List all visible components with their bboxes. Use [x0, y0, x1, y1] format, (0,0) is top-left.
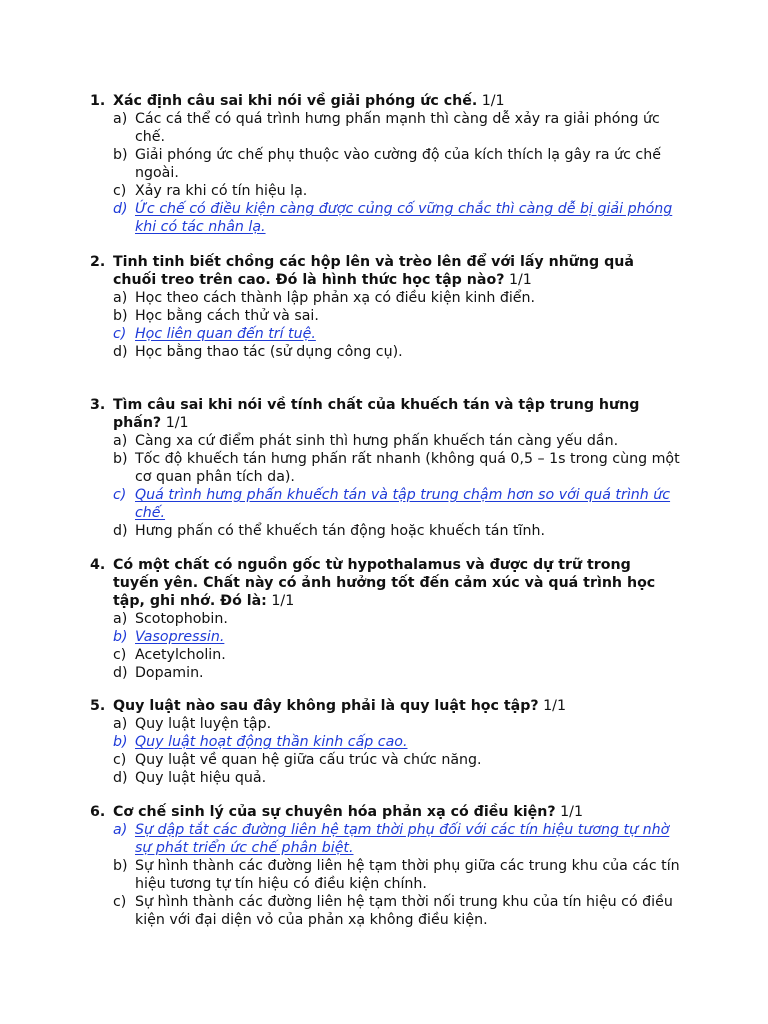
question-text: Quy luật nào sau đây không phải là quy luật học tập?: [113, 698, 539, 714]
question-5: [90, 697, 680, 787]
option-b: [90, 857, 680, 893]
question-score: 1/1: [271, 593, 295, 609]
option-text: Các cá thể có quá trình hưng phấn mạnh thì càng dễ xảy ra giải phóng ức chế.: [135, 111, 660, 145]
option-text: Càng xa cứ điểm phát sinh thì hưng phấn khuếch tán càng yếu dần.: [135, 433, 619, 449]
option-text: Quy luật luyện tập.: [135, 716, 272, 732]
option-b: [90, 307, 680, 325]
option-c-correct: [90, 486, 680, 522]
question-text: Có một chất có nguồn gốc từ hypothalamus và được dự trữ trong tuyến yên. Chất này có ảnh hưởng tốt đến cảm xúc và quá trình học tập, ghi nhớ. Đó là:: [113, 557, 656, 609]
option-b: [90, 146, 680, 182]
option-d: [90, 664, 680, 682]
option-b-correct: [90, 733, 680, 751]
option-text: Vasopressin.: [135, 629, 225, 645]
option-list: [90, 110, 680, 236]
option-d: [90, 343, 680, 361]
option-d: [90, 522, 680, 540]
question-number: 6.: [90, 804, 106, 820]
option-text: Quy luật hiệu quả.: [135, 770, 267, 786]
option-text: Sự hình thành các đường liên hệ tạm thời phụ giữa các trung khu của các tín hiệu tương tự tín hiệu có điều kiện chính.: [135, 858, 680, 892]
option-list: [90, 289, 680, 361]
option-text: Học bằng cách thử và sai.: [135, 308, 319, 324]
question-heading: [90, 253, 680, 289]
option-letter: d): [113, 344, 128, 360]
option-text: Học theo cách thành lập phản xạ có điều kiện kinh điển.: [135, 290, 536, 306]
option-text: Dopamin.: [135, 665, 204, 681]
question-heading: [90, 803, 680, 821]
question-heading: [90, 396, 680, 432]
question-number: 3.: [90, 397, 106, 413]
option-letter: a): [113, 822, 128, 838]
option-letter: d): [113, 201, 128, 217]
option-text: Quá trình hưng phấn khuếch tán và tập trung chậm hơn so với quá trình ức chế.: [135, 487, 671, 521]
question-number: 1.: [90, 93, 106, 109]
question-number: 4.: [90, 557, 106, 573]
option-text: Xảy ra khi có tín hiệu lạ.: [135, 183, 308, 199]
question-6: [90, 803, 680, 929]
option-letter: c): [113, 183, 127, 199]
option-list: [90, 610, 680, 682]
option-list: [90, 821, 680, 929]
option-letter: c): [113, 487, 127, 503]
option-text: Quy luật về quan hệ giữa cấu trúc và chức năng.: [135, 752, 482, 768]
option-letter: b): [113, 451, 128, 467]
option-letter: c): [113, 752, 127, 768]
option-letter: c): [113, 647, 127, 663]
question-score: 1/1: [560, 804, 583, 820]
option-letter: a): [113, 716, 128, 732]
question-score: 1/1: [508, 272, 532, 288]
option-text: Acetylcholin.: [135, 647, 226, 663]
option-a-correct: [90, 821, 680, 857]
question-score: 1/1: [165, 415, 189, 431]
option-c: [90, 893, 680, 929]
option-letter: b): [113, 147, 128, 163]
option-a: [90, 289, 680, 307]
option-a: [90, 432, 680, 450]
option-letter: b): [113, 858, 128, 874]
option-d: [90, 769, 680, 787]
option-c-correct: [90, 325, 680, 343]
option-text: Ức chế có điều kiện càng được củng cố vững chắc thì càng dễ bị giải phóng khi có tác nhân lạ.: [135, 201, 673, 235]
option-b-correct: [90, 628, 680, 646]
option-letter: b): [113, 629, 128, 645]
question-text: Tinh tinh biết chồng các hộp lên và trèo lên để với lấy những quả chuối treo trên cao. Đó là hình thức học tập nào?: [113, 254, 634, 288]
option-letter: d): [113, 523, 128, 539]
question-3: [90, 396, 680, 540]
question-heading: [90, 92, 680, 110]
option-a: [90, 715, 680, 733]
option-text: Sự dập tắt các đường liên hệ tạm thời phụ đối với các tín hiệu tương tự nhờ sự phát triển ức chế phân biệt.: [135, 822, 670, 856]
question-4: [90, 556, 680, 682]
option-text: Học liên quan đến trí tuệ.: [135, 326, 316, 342]
option-b: [90, 450, 680, 486]
option-c: [90, 751, 680, 769]
option-letter: a): [113, 611, 128, 627]
option-letter: a): [113, 111, 128, 127]
option-letter: a): [113, 433, 128, 449]
option-text: Scotophobin.: [135, 611, 228, 627]
option-list: [90, 432, 680, 540]
option-text: Học bằng thao tác (sử dụng công cụ).: [135, 344, 403, 360]
option-text: Hưng phấn có thể khuếch tán động hoặc khuếch tán tĩnh.: [135, 523, 545, 539]
option-letter: d): [113, 665, 128, 681]
option-letter: c): [113, 894, 127, 910]
question-text: Cơ chế sinh lý của sự chuyên hóa phản xạ có điều kiện?: [113, 804, 556, 820]
option-a: [90, 110, 680, 146]
option-letter: a): [113, 290, 128, 306]
option-d-correct: [90, 200, 680, 236]
option-text: Quy luật hoạt động thần kinh cấp cao.: [135, 734, 408, 750]
option-list: [90, 715, 680, 787]
option-text: Tốc độ khuếch tán hưng phấn rất nhanh (không quá 0,5 – 1s trong cùng một cơ quan phân tích da).: [135, 451, 680, 485]
question-text: Tìm câu sai khi nói về tính chất của khuếch tán và tập trung hưng phấn?: [113, 397, 640, 431]
option-letter: c): [113, 326, 127, 342]
option-a: [90, 610, 680, 628]
option-letter: b): [113, 308, 128, 324]
question-1: [90, 92, 680, 236]
question-number: 2.: [90, 254, 106, 270]
option-text: Giải phóng ức chế phụ thuộc vào cường độ của kích thích lạ gây ra ức chế ngoài.: [135, 147, 661, 181]
question-heading: [90, 697, 680, 715]
option-c: [90, 182, 680, 200]
option-letter: b): [113, 734, 128, 750]
question-number: 5.: [90, 698, 106, 714]
question-heading: [90, 556, 680, 610]
question-2: [90, 253, 680, 361]
question-text: Xác định câu sai khi nói về giải phóng ức chế.: [113, 93, 478, 109]
option-text: Sự hình thành các đường liên hệ tạm thời nối trung khu của tín hiệu có điều kiện với đại diện vỏ của phản xạ không điều kiện.: [135, 894, 673, 928]
option-c: [90, 646, 680, 664]
option-letter: d): [113, 770, 128, 786]
question-score: 1/1: [481, 93, 505, 109]
question-score: 1/1: [543, 698, 566, 714]
